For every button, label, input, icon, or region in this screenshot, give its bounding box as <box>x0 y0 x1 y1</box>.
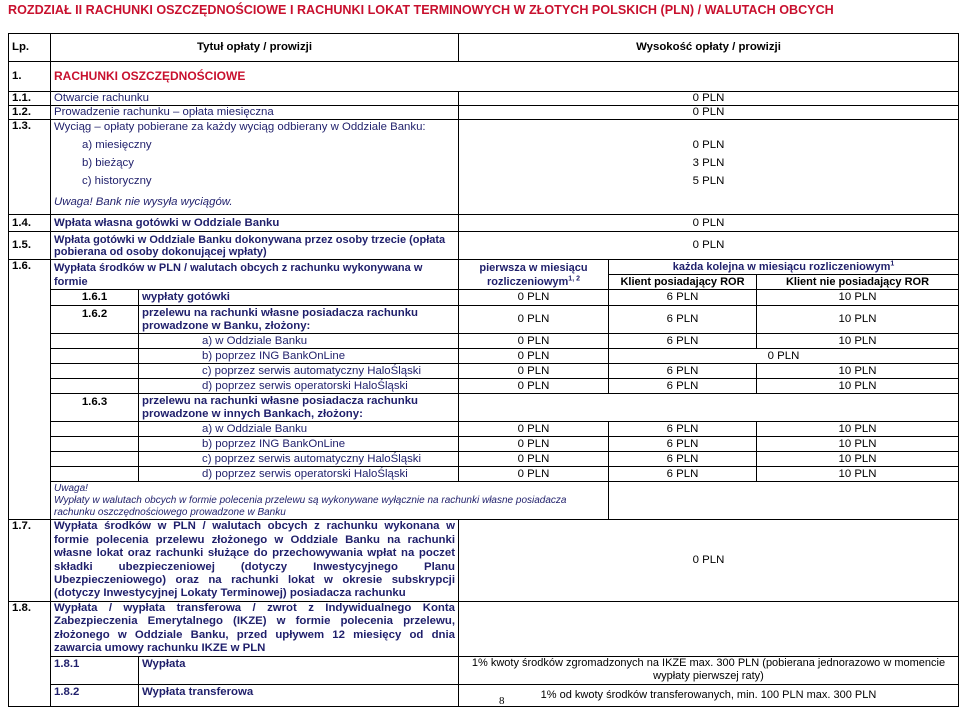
footnote-marker: 1 <box>890 259 895 267</box>
note-text: Wypłaty w walutach obcych w formie polecenia przelewu są wykonywane wyłącznie na rachunki własne posiadacza rachunku oszczędnościowego prowadzone w Banku <box>54 495 567 518</box>
item-label: a) w Oddziale Banku <box>202 422 308 435</box>
note-text: Uwaga! Bank nie wysyła wyciągów. <box>51 191 459 215</box>
table-row <box>9 290 959 306</box>
fee-table <box>8 33 959 707</box>
fee-value: 6 PLN <box>609 452 757 467</box>
table-row <box>9 232 959 260</box>
section-row <box>9 62 959 92</box>
fee-value: 6 PLN <box>609 467 757 482</box>
note-title: Uwaga! <box>54 483 88 494</box>
table-row <box>9 656 959 684</box>
row-title: Wpłata własna gotówki w Oddziale Banku <box>51 215 459 232</box>
fee-value: 0 PLN <box>609 349 959 364</box>
fee-value: 6 PLN <box>609 364 757 379</box>
row-title: wypłaty gotówki <box>139 290 459 306</box>
item-label: d) poprzez serwis operatorski HaloŚląski <box>202 379 408 392</box>
fee-value: 0 PLN <box>459 92 959 106</box>
list-item <box>9 379 959 394</box>
fee-value: 0 PLN <box>459 422 609 437</box>
fee-value: 6 PLN <box>609 422 757 437</box>
fee-value: 0 PLN <box>459 290 609 306</box>
fee-value: 10 PLN <box>757 364 959 379</box>
fee-value: 0 PLN <box>459 232 959 260</box>
column-ror: Klient posiadający ROR <box>609 275 757 290</box>
list-item <box>9 334 959 349</box>
row-title: Wyciąg – opłaty pobierane za każdy wyciąg odbierany w Oddziale Banku: <box>51 120 459 136</box>
row-number: 1.3. <box>9 120 51 215</box>
row-title: Wypłata środków w PLN / walutach obcych z rachunku wykonana w formie polecenia przelewu złożonego w Oddziale Banku na rachunki własne lokat oraz rachunki służące do przechowywania wpłat na poczet składki ubezpieczeniowej (dotyczy Inwestycyjnego Planu Ubezpieczeniowego) oraz na rachunki lokat w okresie subskrypcji (dotyczy Inwestycyjnej Lokaty Terminowej) posiadacza rachunku <box>51 520 459 602</box>
section-number: 1. <box>9 62 51 92</box>
note-row <box>9 191 959 215</box>
row-title: Wypłata środków w PLN / walutach obcych z rachunku wykonywana w formie <box>51 260 459 290</box>
note-cell <box>51 482 609 520</box>
list-item <box>9 173 959 191</box>
fee-value: 10 PLN <box>757 452 959 467</box>
table-header-row <box>9 34 959 62</box>
list-item <box>9 467 959 482</box>
item-label: b) bieżący <box>82 157 134 169</box>
item-label: c) poprzez serwis automatyczny HaloŚląski <box>202 364 422 377</box>
list-item <box>9 155 959 173</box>
fee-value: 10 PLN <box>757 379 959 394</box>
row-title: Prowadzenie rachunku – opłata miesięczna <box>51 106 459 120</box>
row-number: 1.8.1 <box>51 656 139 684</box>
row-title: przelewu na rachunki własne posiadacza rachunku prowadzone w innych Bankach, złożony: <box>139 394 459 422</box>
row-number: 1.6.1 <box>51 290 139 306</box>
fee-value: 10 PLN <box>757 290 959 306</box>
table-row <box>9 394 959 422</box>
page-title: ROZDZIAŁ II RACHUNKI OSZCZĘDNOŚCIOWE I RACHUNKI LOKAT TERMINOWYCH W ZŁOTYCH POLSKICH (PLN) / WALUTACH OBCYCH <box>8 3 834 17</box>
item-label: c) historyczny <box>82 175 152 187</box>
table-row <box>9 106 959 120</box>
footnote-marker: 1, 2 <box>568 274 580 282</box>
fee-value: 6 PLN <box>609 437 757 452</box>
row-title: Wpłata gotówki w Oddziale Banku dokonywana przez osoby trzecie (opłata pobierana od osoby dokonującej wpłaty) <box>51 232 459 260</box>
fee-value: 1% kwoty środków zgromadzonych na IKZE max. 300 PLN (pobierana jednorazowo w momencie wypłaty pierwszej raty) <box>459 656 959 684</box>
table-row <box>9 215 959 232</box>
fee-value: 0 PLN <box>459 452 609 467</box>
fee-value: 10 PLN <box>757 306 959 334</box>
column-no-ror: Klient nie posiadający ROR <box>757 275 959 290</box>
row-title: Wypłata <box>139 656 459 684</box>
fee-value: 5 PLN <box>459 173 959 191</box>
table-row <box>9 306 959 334</box>
table-row <box>9 92 959 106</box>
header-fee: Wysokość opłaty / prowizji <box>459 34 959 62</box>
fee-value: 1% od kwoty środków transferowanych, min. 100 PLN max. 300 PLN <box>459 684 959 706</box>
table-row <box>9 260 959 275</box>
fee-value: 0 PLN <box>459 215 959 232</box>
row-number: 1.6.2 <box>51 306 139 334</box>
row-number: 1.6.3 <box>51 394 139 422</box>
fee-value: 0 PLN <box>459 334 609 349</box>
fee-value: 0 PLN <box>459 306 609 334</box>
fee-value: 6 PLN <box>609 379 757 394</box>
list-item <box>9 136 959 155</box>
item-label: d) poprzez serwis operatorski HaloŚląski <box>202 467 408 480</box>
row-number: 1.2. <box>9 106 51 120</box>
item-label: b) poprzez ING BankOnLine <box>202 437 346 450</box>
fee-value: 10 PLN <box>757 422 959 437</box>
fee-value: 6 PLN <box>609 334 757 349</box>
row-number: 1.1. <box>9 92 51 106</box>
fee-value: 0 PLN <box>459 437 609 452</box>
row-number: 1.8.2 <box>51 684 139 706</box>
list-item <box>9 364 959 379</box>
fee-value: 10 PLN <box>757 334 959 349</box>
row-number: 1.7. <box>9 520 51 602</box>
fee-value: 0 PLN <box>459 467 609 482</box>
item-label: a) miesięczny <box>82 138 152 151</box>
fee-value: 6 PLN <box>609 290 757 306</box>
fee-value: 0 PLN <box>459 106 959 120</box>
column-next-label: każda kolejna w miesiącu rozliczeniowym <box>672 260 891 273</box>
list-item <box>9 437 959 452</box>
item-label: a) w Oddziale Banku <box>202 334 308 347</box>
item-label: c) poprzez serwis automatyczny HaloŚląski <box>202 452 422 465</box>
header-lp: Lp. <box>9 34 51 62</box>
page-number: 8 <box>499 695 505 707</box>
fee-value: 0 PLN <box>459 379 609 394</box>
list-item <box>9 349 959 364</box>
fee-value: 6 PLN <box>609 306 757 334</box>
row-title: Wypłata transferowa <box>139 684 459 706</box>
fee-value: 0 PLN <box>459 520 959 602</box>
column-first-withdrawal <box>459 260 609 290</box>
fee-value: 0 PLN <box>459 364 609 379</box>
item-label: b) poprzez ING BankOnLine <box>202 349 346 362</box>
table-row <box>9 520 959 602</box>
fee-value: 0 PLN <box>459 349 609 364</box>
list-item <box>9 452 959 467</box>
section-title: RACHUNKI OSZCZĘDNOŚCIOWE <box>51 62 959 92</box>
row-title: Otwarcie rachunku <box>51 92 459 106</box>
header-name: Tytuł opłaty / prowizji <box>51 34 459 62</box>
list-item <box>9 422 959 437</box>
table-row <box>9 120 959 136</box>
row-title: Wypłata / wypłata transferowa / zwrot z Indywidualnego Konta Zabezpieczenia Emerytalnego (IKZE) w formie polecenia przelewu, złożonego w Oddziale Banku, przed upływem 12 miesięcy od dnia zawarcia umowy rachunku IKZE w PLN <box>51 602 459 657</box>
row-number: 1.6. <box>9 260 51 520</box>
fee-value: 0 PLN <box>459 136 959 155</box>
fee-value: 3 PLN <box>459 155 959 173</box>
note-row <box>9 482 959 520</box>
table-row <box>9 684 959 706</box>
column-first-label: pierwsza w miesiącu rozliczeniowym <box>479 261 588 288</box>
column-next-withdrawal <box>609 260 959 275</box>
row-number: 1.5. <box>9 232 51 260</box>
row-title: przelewu na rachunki własne posiadacza rachunku prowadzone w Banku, złożony: <box>139 306 459 334</box>
row-number: 1.4. <box>9 215 51 232</box>
table-row <box>9 602 959 657</box>
row-number: 1.8. <box>9 602 51 707</box>
fee-value: 10 PLN <box>757 437 959 452</box>
fee-value: 10 PLN <box>757 467 959 482</box>
